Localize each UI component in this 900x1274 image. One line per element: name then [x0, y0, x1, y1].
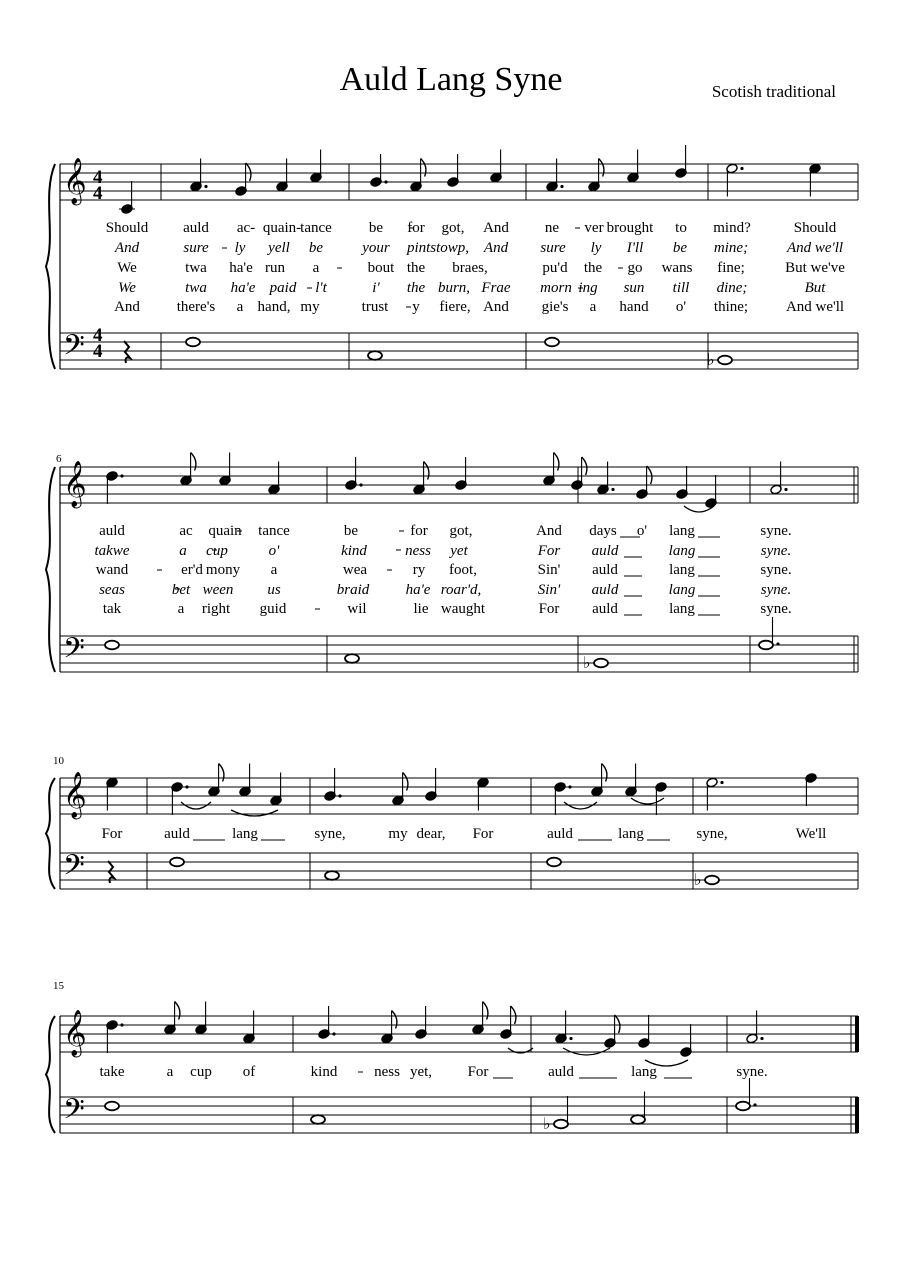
lyric-syllable: twa: [185, 260, 207, 276]
lyric-syllable: ha'e: [230, 280, 256, 296]
lyric-syllable: a: [177, 601, 185, 617]
note-flag: [582, 457, 587, 475]
lyric-syllable: for: [410, 523, 428, 539]
lyric-syllable: mony: [205, 562, 241, 578]
lyric-syllable: ness: [405, 543, 431, 559]
treble-clef-icon: 𝄞: [63, 461, 87, 507]
lyric-syllable: a: [312, 260, 320, 276]
lyric-syllable: my: [300, 299, 320, 315]
score-title: Auld Lang Syne: [339, 61, 563, 98]
note-dot: [776, 642, 779, 645]
note-dot: [338, 794, 341, 797]
lyric-syllable: I'll: [626, 240, 644, 256]
note-flag: [392, 1011, 397, 1029]
lyric-syllable: kind: [310, 1064, 338, 1080]
lyric-syllable: ly: [234, 240, 246, 256]
lyric-syllable: braid: [336, 582, 370, 598]
verse-3: [117, 260, 845, 276]
note-flag: [191, 453, 196, 471]
measure-number-6: 6: [56, 453, 62, 465]
lyric-syllable: ing: [578, 280, 598, 296]
lyric-syllable: be: [368, 220, 384, 236]
lyric-syllable: auld: [99, 523, 125, 539]
lyric-syllable: ha'e: [229, 260, 253, 276]
lyric-syllable: But: [804, 280, 826, 296]
lyric-syllable: braes,: [452, 260, 488, 276]
note-head: [545, 338, 559, 347]
note-flag: [246, 163, 251, 181]
lyric-syllable: syne.: [760, 523, 792, 539]
verse-5: [103, 601, 792, 617]
lyric-syllable: lang: [232, 826, 258, 842]
lyric-syllable: got,: [449, 523, 473, 539]
lyric-syllable: lang: [618, 826, 644, 842]
note-flag: [554, 453, 559, 471]
lyric-syllable: wea: [342, 562, 368, 578]
note-head: [186, 338, 200, 347]
brace: [46, 778, 55, 889]
lyric-syllable: your: [362, 240, 390, 256]
lyric-syllable: lie: [413, 601, 429, 617]
lyric-syllable: syne.: [736, 1064, 768, 1080]
note-dot: [784, 488, 787, 491]
flat-icon: ♭: [543, 1114, 551, 1133]
lyric-syllable: till: [672, 280, 690, 296]
brace: [46, 467, 55, 672]
lyric-syllable: the: [406, 280, 426, 296]
note-flag: [219, 764, 224, 782]
lyric-syllable: lang: [631, 1064, 657, 1080]
note-dot: [120, 1023, 123, 1026]
note-head: [594, 659, 608, 668]
note-flag: [421, 159, 426, 177]
measure-number-15: 15: [53, 980, 64, 992]
time-signature-bottom: 4: [93, 183, 103, 204]
lyric-syllable: And: [483, 299, 509, 315]
note-head: [311, 1115, 325, 1124]
lyric-syllable: takwe: [94, 543, 130, 559]
lyric-syllable: auld: [591, 582, 619, 598]
note-dot: [611, 488, 614, 491]
note-dot: [753, 1103, 756, 1106]
lyrics-system-1: [106, 220, 845, 315]
lyric-syllable: ac-: [236, 220, 256, 236]
note-flag: [602, 764, 607, 782]
lyric-syllable: be: [672, 240, 688, 256]
lyric-syllable: bet: [171, 582, 191, 598]
lyric-syllable: o': [268, 543, 280, 559]
treble-clef-icon: 𝄞: [63, 158, 87, 204]
lyric-syllable: syne,: [696, 826, 728, 842]
brace: [46, 164, 55, 369]
note-dot: [569, 1037, 572, 1040]
bass-clef-icon: 𝄢: [63, 329, 85, 369]
lyric-syllable: And we'll: [786, 240, 844, 256]
note-flag: [647, 466, 652, 484]
lyric-syllable: be: [343, 523, 359, 539]
slur: [631, 798, 664, 804]
note-head: [345, 654, 359, 663]
lyric-syllable: For: [101, 826, 123, 842]
lyric-syllable: Sin': [537, 582, 561, 598]
verse-5: [114, 299, 844, 315]
flat-icon: ♭: [694, 870, 702, 889]
note-dot: [185, 785, 188, 788]
verse-4: [99, 582, 791, 598]
lyric-syllable: i': [372, 280, 380, 296]
lyric-syllable: gie's: [541, 299, 569, 315]
lyric-syllable: a: [236, 299, 244, 315]
lyric-syllable: syne.: [760, 562, 792, 578]
lyric-syllable: o': [636, 523, 648, 539]
lyric-syllable: my: [388, 826, 408, 842]
lyric-syllable: take: [99, 1064, 125, 1080]
lyric-syllable: ween: [202, 582, 234, 598]
note-dot: [332, 1032, 335, 1035]
verse-1: [106, 220, 837, 236]
lyric-syllable: auld: [592, 601, 618, 617]
verse-4: [118, 280, 826, 296]
lyric-syllable: syne.: [760, 582, 792, 598]
lyric-syllable: us: [267, 582, 281, 598]
lyric-syllable: But we've: [785, 260, 845, 276]
lyric-syllable: seas: [99, 582, 125, 598]
lyric-syllable: guid: [259, 601, 287, 617]
note-dot: [384, 180, 387, 183]
lyric-syllable: And: [483, 220, 509, 236]
bass-clef-icon: 𝄢: [63, 849, 85, 889]
lyric-syllable: And: [536, 523, 562, 539]
lyric-syllable: For: [467, 1064, 489, 1080]
verse-1: [99, 523, 792, 539]
lyric-syllable: wand: [95, 562, 129, 578]
bass-clef-icon: 𝄢: [63, 632, 85, 672]
lyric-syllable: y: [412, 299, 420, 315]
lyric-syllable: run: [265, 260, 285, 276]
note-flag: [599, 159, 604, 177]
lyric-syllable: lang: [668, 543, 696, 559]
lyric-syllable: hand: [619, 299, 649, 315]
treble-clef-icon: 𝄞: [63, 1010, 87, 1056]
final-barline: [855, 1097, 859, 1133]
lyric-syllable: auld: [164, 826, 190, 842]
lyric-syllable: tance: [258, 523, 290, 539]
lyric-syllable: paid: [269, 280, 297, 296]
note-head: [718, 356, 732, 365]
lyric-syllable: quain-: [262, 220, 302, 236]
lyric-syllable: ver: [584, 220, 604, 236]
lyric-syllable: lang: [668, 582, 696, 598]
slur: [231, 810, 278, 816]
lyric-syllable: For: [538, 601, 560, 617]
lyric-syllable: auld: [547, 826, 573, 842]
lyric-syllable: l't: [315, 280, 327, 296]
note-head: [325, 871, 339, 880]
lyric-syllable: lang: [669, 601, 695, 617]
note-head: [759, 641, 773, 650]
lyric-syllable: hand,: [257, 299, 291, 315]
note-dot: [740, 167, 743, 170]
lyric-syllable: ha'e: [405, 582, 431, 598]
lyric-syllable: Frae: [481, 280, 511, 296]
lyric-syllable: yet: [450, 543, 468, 559]
lyrics-system-2: [95, 523, 792, 617]
note-dot: [359, 483, 362, 486]
lyric-syllable: dine;: [716, 280, 748, 296]
note-flag: [424, 462, 429, 480]
lyric-syllable: trust: [361, 299, 389, 315]
final-barline: [855, 1016, 859, 1052]
lyric-syllable: We: [118, 280, 136, 296]
lyric-syllable: pu'd: [542, 260, 568, 276]
lyric-syllable: a: [270, 562, 278, 578]
treble-clef-icon: 𝄞: [63, 772, 87, 818]
lyric-syllable: sure: [183, 240, 209, 256]
lyric-syllable: kind: [341, 543, 367, 559]
lyric-syllable: ry: [412, 562, 426, 578]
note-head: [631, 1115, 645, 1124]
note-dot: [720, 781, 723, 784]
lyric-syllable: syne,: [314, 826, 346, 842]
note-head: [105, 1102, 119, 1111]
lyric-syllable: We: [117, 260, 137, 276]
lyric-syllable: ly: [590, 240, 602, 256]
lyric-syllable: And: [114, 240, 140, 256]
lyric-syllable: syne.: [760, 601, 792, 617]
lyric-syllable: ne: [544, 220, 560, 236]
lyric-syllable: Should: [105, 220, 149, 236]
note-head: [736, 1102, 750, 1111]
note-dot: [120, 474, 123, 477]
lyric-syllable: the: [406, 260, 426, 276]
lyric-syllable: syne.: [760, 543, 792, 559]
note-flag: [483, 1002, 488, 1020]
note-flag: [175, 1002, 180, 1020]
lyric-syllable: for: [407, 220, 425, 236]
lyric-syllable: morn: [540, 280, 572, 296]
lyric-syllable: And: [483, 240, 509, 256]
note-head: [105, 641, 119, 650]
lyric-syllable: mine;: [713, 240, 749, 256]
lyric-syllable: to: [675, 220, 687, 236]
lyric-syllable: sun: [623, 280, 645, 296]
time-signature-top: 4: [93, 167, 103, 188]
lyric-syllable: go: [627, 260, 643, 276]
note-dot: [560, 185, 563, 188]
lyric-hyphens: [157, 228, 720, 1078]
lyric-syllable: thine;: [713, 299, 749, 315]
lyric-syllable: cup: [190, 1064, 212, 1080]
lyric-syllable: fine;: [717, 260, 745, 276]
lyric-syllable: er'd: [181, 562, 203, 578]
lyric-syllable: And we'll: [785, 299, 845, 315]
note-dot: [204, 185, 207, 188]
lyric-syllable: auld: [592, 562, 618, 578]
lyric-syllable: For: [537, 543, 561, 559]
composer-credit: Scotish traditional: [711, 82, 836, 101]
brace: [46, 1016, 55, 1133]
measure-number-10: 10: [53, 755, 64, 767]
lyric-syllable: cup: [206, 543, 228, 559]
lyric-syllable: wil: [347, 601, 367, 617]
lyric-syllable: tance: [300, 220, 332, 236]
note-head: [554, 1120, 568, 1129]
verse-2: [95, 543, 792, 559]
lyric-syllable: ac: [179, 523, 193, 539]
flat-icon: ♭: [707, 350, 715, 369]
lyric-syllable: lang: [669, 523, 695, 539]
lyric-syllable: a: [589, 299, 597, 315]
lyric-syllable: days: [589, 523, 617, 539]
lyric-syllable: fiere,: [439, 299, 471, 315]
lyric-syllable: mind?: [713, 220, 751, 236]
lyric-syllable: tak: [102, 601, 122, 617]
lyric-syllable: auld: [548, 1064, 574, 1080]
note-head: [170, 858, 184, 867]
lyric-syllable: twa: [185, 280, 207, 296]
lyric-syllable: a: [179, 543, 187, 559]
note-head: [547, 858, 561, 867]
note-dot: [568, 785, 571, 788]
lyric-syllable: got,: [441, 220, 465, 236]
lyric-syllable: We'll: [795, 826, 827, 842]
lyric-syllable: waught: [440, 601, 486, 617]
lyric-syllable: foot,: [449, 562, 477, 578]
lyric-syllable: lang: [669, 562, 695, 578]
lyric-syllable: burn,: [437, 280, 471, 296]
lyric-syllable: wans: [661, 260, 693, 276]
lyric-syllable: dear,: [416, 826, 446, 842]
note-dot: [760, 1037, 763, 1040]
verse-3: [96, 562, 792, 578]
lyric-syllable: For: [472, 826, 494, 842]
lyric-syllable: sure: [540, 240, 566, 256]
flat-icon: ♭: [583, 653, 591, 672]
lyric-syllable: o': [675, 299, 687, 315]
lyric-syllable: pintstowp,: [406, 240, 470, 256]
lyric-syllable: auld: [183, 220, 209, 236]
note-flag: [511, 1006, 516, 1024]
time-signature-top-bass: 4: [93, 325, 103, 346]
lyric-syllable: yet,: [409, 1064, 433, 1080]
lyric-syllable: bout: [367, 260, 395, 276]
lyric-syllable: there's: [176, 299, 216, 315]
bass-clef-icon: 𝄢: [63, 1093, 85, 1133]
lyric-syllable: Sin': [537, 562, 561, 578]
note-head: [368, 351, 382, 360]
note-flag: [615, 1015, 620, 1033]
lyric-syllable: right: [201, 601, 231, 617]
lyric-syllable: be: [308, 240, 324, 256]
lyric-syllable: Should: [793, 220, 837, 236]
note-flag: [403, 773, 408, 791]
lyric-syllable: And: [114, 299, 140, 315]
lyric-syllable: the: [583, 260, 603, 276]
lyric-syllable: of: [242, 1064, 256, 1080]
lyric-syllable: ness: [374, 1064, 400, 1080]
note-head: [705, 876, 719, 885]
lyric-syllable: auld: [591, 543, 619, 559]
lyric-syllable: quain: [208, 523, 242, 539]
lyric-syllable: brought: [606, 220, 654, 236]
lyric-syllable: yell: [268, 240, 290, 256]
time-signature-bottom-bass: 4: [93, 341, 103, 362]
lyric-syllable: roar'd,: [440, 582, 482, 598]
lyric-syllable: a: [166, 1064, 174, 1080]
